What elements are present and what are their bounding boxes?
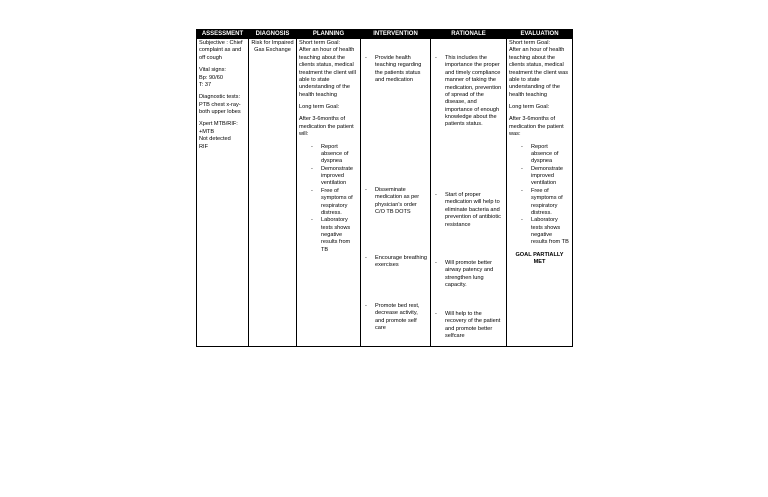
rationale-cell <box>431 39 507 347</box>
diagnosis-text: Risk for Impaired Gas Exchange <box>251 40 294 54</box>
list-item: - Promote bed rest, decrease activity, and promote self care <box>363 303 428 333</box>
list-item: - Encourage breathing exercises <box>363 255 428 270</box>
planning-cell <box>297 39 361 347</box>
diagnosis-cell <box>249 39 297 347</box>
subjective-text: Subjective : Chief complaint as and off cough <box>199 40 243 61</box>
list-item: - This includes the importance the proper and timely compliance manner of taking the medication, prevention of spread of the disease, and importance of enough knowledge about the patients status. <box>433 55 504 129</box>
goal-status-text: GOAL PARTIALLY MET <box>515 251 564 266</box>
evaluation-short-goal-title: Short term Goal: <box>509 40 551 46</box>
list-item: - Will help to the recovery of the patient and promote better selfcare <box>433 311 504 341</box>
planning-short-goal-text: After an hour of health teaching about the clients status, medical treatment the client will able to state understanding of the health teaching <box>299 47 356 98</box>
diagnostic-tests-title: Diagnostic tests: <box>199 94 241 101</box>
rationale-list-2 <box>433 192 504 229</box>
header-evaluation: EVALUATION <box>507 30 573 39</box>
list-item: - Will promote better airway patency and strengthen lung capacity. <box>433 260 504 290</box>
table-header-row <box>197 30 573 39</box>
planning-outcomes-list <box>299 144 358 255</box>
nursing-care-plan-table <box>196 29 573 347</box>
planning-long-goal-text: After 3-6months of medication the patient will: <box>299 116 354 138</box>
list-item: - Start of proper medication will help to eliminate bacteria and prevention of antibiotic resistance <box>433 192 504 229</box>
header-rationale: RATIONALE <box>431 30 507 39</box>
list-item: - Laboratory tests shows negative results from TB <box>519 217 570 247</box>
bp-value: Bp: 90/60 <box>199 74 223 81</box>
vital-signs-title: Vital signs: <box>199 67 226 74</box>
list-item: - Laboratory tests shows negative results from TB <box>309 217 358 254</box>
rationale-list-4 <box>433 311 504 341</box>
xpert-rif: RIF <box>199 143 209 150</box>
list-item: - Free of symptoms of respiratory distress. <box>519 188 570 218</box>
rationale-list-1 <box>433 55 504 129</box>
intervention-list-1 <box>363 55 428 85</box>
assessment-cell <box>197 39 249 347</box>
planning-long-goal-title: Long term Goal: <box>299 104 340 110</box>
planning-short-goal-title: Short term Goal: <box>299 40 341 46</box>
header-assessment: ASSESSMENT <box>197 30 249 39</box>
xpert-title: Xpert MTB/RIF: <box>199 121 238 128</box>
header-intervention: INTERVENTION <box>361 30 431 39</box>
evaluation-long-goal-text: After 3-6months of medication the patient was: <box>509 116 564 138</box>
header-planning: PLANNING <box>297 30 361 39</box>
intervention-list-2 <box>363 187 428 217</box>
header-diagnosis: DIAGNOSIS <box>249 30 297 39</box>
intervention-list-3 <box>363 255 428 270</box>
evaluation-long-goal-title: Long term Goal: <box>509 104 550 110</box>
list-item: - Free of symptoms of respiratory distress. <box>309 188 358 218</box>
list-item: - Demonstrate improved ventilation <box>519 166 570 188</box>
list-item: - Disseminate medication as per physician's order C/O TB DOTS <box>363 187 428 217</box>
table-body-row <box>197 39 573 347</box>
list-item: - Provide health teaching regarding the patients status and medication <box>363 55 428 85</box>
xpert-not-detected: Not detected <box>199 136 231 143</box>
evaluation-outcomes-list <box>509 144 570 247</box>
intervention-list-4 <box>363 303 428 333</box>
xpert-mtb: +MTB <box>199 128 215 135</box>
list-item: - Demonstrate improved ventilation <box>309 166 358 188</box>
temp-value: T: 37 <box>199 81 212 88</box>
list-item: - Report absence of dyspnea <box>309 144 358 166</box>
evaluation-short-goal-text: After an hour of health teaching about the clients status, medical treatment the client was able to state understanding of the health teaching <box>509 47 569 98</box>
rationale-list-3 <box>433 260 504 290</box>
evaluation-cell <box>507 39 573 347</box>
diagnostic-tests-text: PTB chest x-ray-both upper lobes <box>199 101 241 115</box>
intervention-cell <box>361 39 431 347</box>
list-item: - Report absence of dyspnea <box>519 144 570 166</box>
